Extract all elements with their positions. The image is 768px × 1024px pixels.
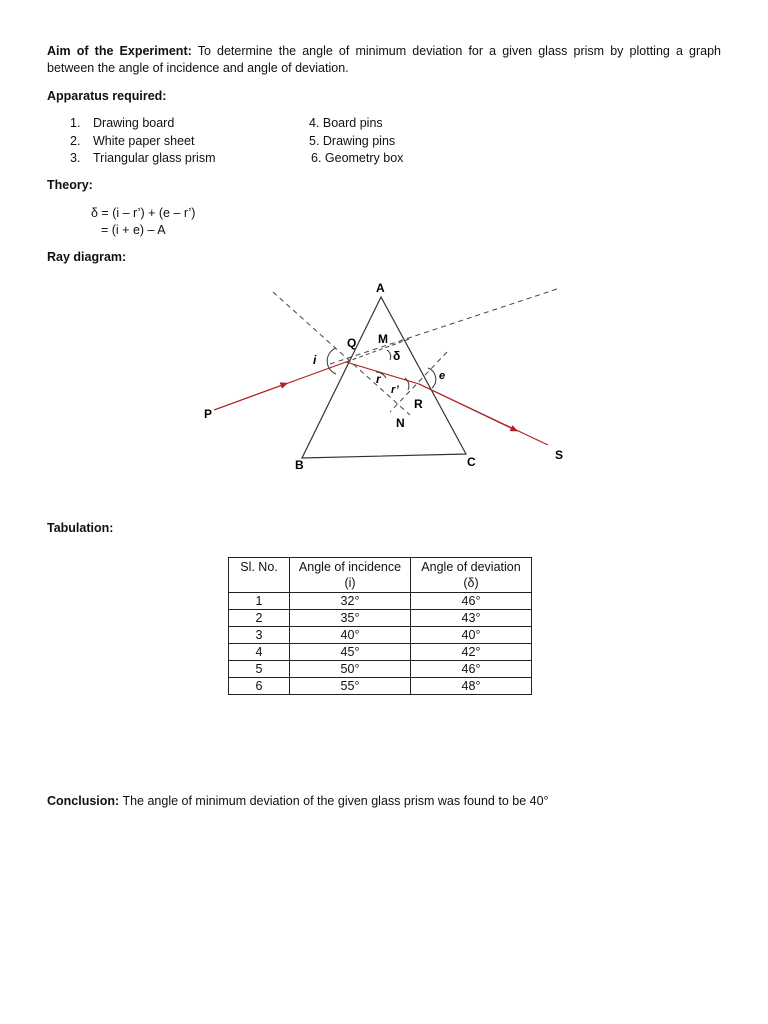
table-row: 3 40° 40° [229,627,532,644]
emergent-ray-arrow [419,384,515,430]
table-row: 5 50° 46° [229,661,532,678]
list-item: 3. Triangular glass prism [70,151,216,165]
theory-equation-2: = (i + e) – A [101,223,166,237]
theory-heading: Theory: [47,178,93,192]
label-i: i [313,353,317,367]
ray-diagram-heading: Ray diagram: [47,250,127,264]
incident-ray-arrow [214,384,285,410]
table-row: 2 35° 43° [229,610,532,627]
list-item: 6. Geometry box [311,151,404,165]
label-e: e [439,370,446,382]
label-r-angle: r [376,372,381,386]
conclusion-label: Conclusion: [47,794,120,808]
angle-delta-arc [387,350,391,360]
aim-text: To determine the angle of minimum deviation for a given glass prism by plotting a graph between the angle of incidence and angle of deviation. [47,44,722,75]
header-sl-no: Sl. No. [229,558,290,593]
header-deviation: Angle of deviation (δ) [411,558,532,593]
table-row: 6 55° 48° [229,678,532,695]
label-p: P [204,407,213,421]
conclusion-text: The angle of minimum deviation of the given glass prism was found to be 40° [122,794,549,808]
label-r: R [414,397,423,411]
table-row: 1 32° 46° [229,593,532,610]
list-item: 5. Drawing pins [309,133,396,148]
label-c: C [467,455,476,469]
refracted-ray [346,362,419,384]
emergent-ray-extension [330,289,557,364]
aim-label: Aim of the Experiment: [47,44,192,58]
table-header-row [229,558,532,593]
header-incidence: Angle of incidence (i) [290,558,411,593]
label-b: B [295,458,304,472]
label-m: M [378,332,388,346]
angle-i-arc [327,348,336,374]
list-item: 4. Board pins [309,116,383,130]
tabulation-heading: Tabulation: [47,521,114,535]
deviation-table [228,557,532,695]
label-s: S [555,448,564,462]
theory-equation-1: δ = (i – r’) + (e – r’) [91,206,196,220]
normal-at-q [273,292,410,415]
label-n: N [396,416,405,430]
label-q: Q [347,336,357,350]
table-row: 4 45° 42° [229,644,532,661]
label-delta: δ [393,349,401,363]
conclusion-paragraph [47,794,549,808]
label-a: A [376,281,385,295]
apparatus-heading: Apparatus required: [47,89,167,103]
label-r-prime: r’ [391,384,399,396]
list-item: 1. Drawing board [70,116,175,130]
list-item: 2. White paper sheet [70,133,195,148]
